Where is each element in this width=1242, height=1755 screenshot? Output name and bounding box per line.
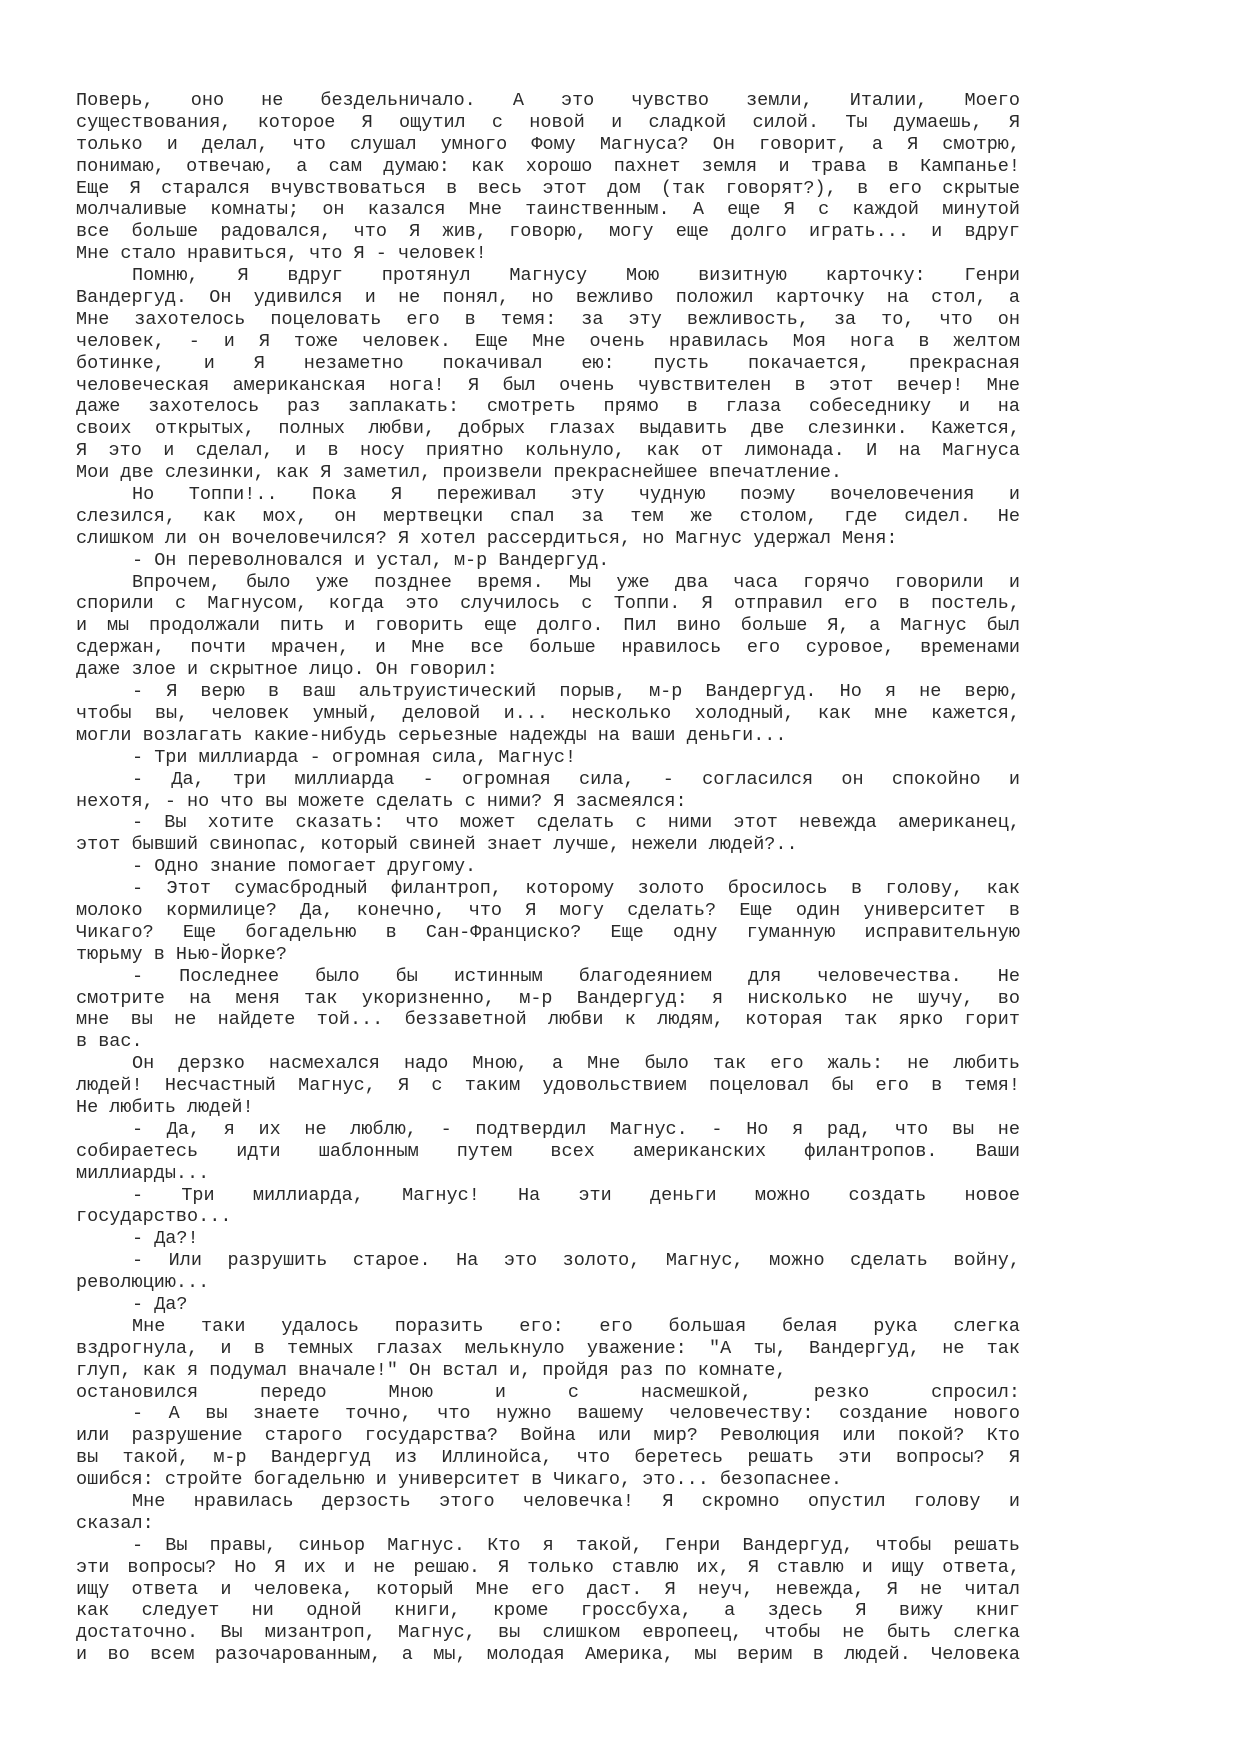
- text-line: - Да?: [132, 1293, 188, 1315]
- text-line: - Он переволновался и устал, м-р Вандергуд.: [132, 549, 610, 571]
- text-line: Вандергуд. Он удивился и не понял, но вежливо положил карточку на стол, а: [76, 287, 1020, 309]
- text-line: этот бывший свинопас, который свиней знает лучше, нежели людей?..: [76, 834, 798, 856]
- text-line: - Или разрушить старое. На это золото, Магнус, можно сделать войну,: [132, 1250, 1020, 1272]
- text-line: существования, которое Я ощутил с новой и сладкой силой. Ты думаешь, Я: [76, 111, 1020, 133]
- text-line: все больше радовался, что Я жив, говорю, могу еще долго играть... и вдруг: [76, 221, 1020, 243]
- text-line: и мы продолжали пить и говорить еще долго. Пил вино больше Я, а Магнус был: [76, 615, 1020, 637]
- text-line: - Три миллиарда - огромная сила, Магнус!: [132, 746, 577, 768]
- text-line: Но Топпи!.. Пока Я переживал эту чудную поэму вочеловечения и: [132, 484, 1020, 506]
- text-line: вы такой, м-р Вандергуд из Иллинойса, что беретесь решать эти вопросы? Я: [76, 1447, 1020, 1469]
- text-line: нехотя, - но что вы можете сделать с ними? Я засмеялся:: [76, 790, 687, 812]
- text-line: или разрушение старого государства? Война или мир? Революция или покой? Кто: [76, 1425, 1020, 1447]
- text-line: миллиарды...: [76, 1162, 210, 1184]
- text-line: даже захотелось раз заплакать: смотреть прямо в глаза собеседнику и на: [76, 396, 1020, 418]
- text-line: Чикаго? Еще богадельню в Сан-Франциско? Еще одну гуманную исправительную: [76, 921, 1020, 943]
- text-line: вздрогнула, и в темных глазах мелькнуло уважение: "А ты, Вандергуд, не так: [76, 1337, 1020, 1359]
- text-line: - Я верю в ваш альтруистический порыв, м-р Вандергуд. Но я не верю,: [132, 681, 1020, 703]
- text-line: тюрьму в Нью-Йорке?: [76, 943, 287, 965]
- text-line: глуп, как я подумал вначале!" Он встал и, пройдя раз по комнате,: [76, 1359, 787, 1381]
- text-line: Не любить людей!: [76, 1096, 254, 1118]
- text-line: сказал:: [76, 1512, 154, 1534]
- text-line: Впрочем, было уже позднее время. Мы уже два часа горячо говорили и: [132, 571, 1020, 593]
- text-line: молчаливые комнаты; он казался Мне таинственным. А еще Я с каждой минутой: [76, 199, 1020, 221]
- text-line: Мне нравилась дерзость этого человечка! Я скромно опустил голову и: [132, 1491, 1020, 1512]
- text-line: слезился, как мох, он мертвецки спал за тем же столом, где сидел. Не: [76, 505, 1020, 527]
- text-line: - Три миллиарда, Магнус! На эти деньги можно создать новое: [132, 1184, 1020, 1206]
- text-line: сдержан, почти мрачен, и Мне все больше нравилось его суровое, временами: [76, 637, 1020, 659]
- text-line: Мне стало нравиться, что Я - человек!: [76, 243, 487, 265]
- text-line: человеческая американская нога! Я был очень чувствителен в этот вечер! Мне: [76, 374, 1020, 396]
- text-line: Еще Я старался вчувствоваться в весь этот дом (так говорят?), в его скрытые: [76, 177, 1020, 199]
- text-line: смотрите на меня так укоризненно, м-р Вандергуд: я нисколько не шучу, во: [76, 987, 1020, 1009]
- text-line: - Да, я их не люблю, - подтвердил Магнус. - Но я рад, что вы не: [132, 1118, 1020, 1140]
- text-line: могли возлагать какие-нибудь серьезные надежды на ваши деньги...: [76, 724, 787, 746]
- text-line: только и делал, что слушал умного Фому Магнуса? Он говорит, а Я смотрю,: [76, 133, 1020, 155]
- text-line: даже злое и скрытное лицо. Он говорил:: [76, 659, 498, 681]
- text-line: - Да?!: [132, 1228, 199, 1250]
- text-line: мне вы не найдете той... беззаветной любви к людям, которая так ярко горит: [76, 1009, 1020, 1031]
- text-line: Он дерзко насмехался надо Мною, а Мне было так его жаль: не любить: [132, 1053, 1020, 1075]
- text-line: людей! Несчастный Магнус, Я с таким удовольствием поцеловал бы его в темя!: [76, 1075, 1020, 1097]
- text-line: - Этот сумасбродный филантроп, которому золото бросилось в голову, как: [132, 878, 1020, 900]
- text-line: Я это и сделал, и в носу приятно кольнуло, как от лимонада. И на Магнуса: [76, 440, 1020, 462]
- text-line: - Последнее было бы истинным благодеянием для человечества. Не: [132, 965, 1020, 987]
- text-line: остановился передо Мною и с насмешкой, резко спросил:: [76, 1381, 1020, 1403]
- text-line: как следует ни одной книги, кроме гроссбуха, а здесь Я вижу книг: [76, 1600, 1020, 1622]
- text-line: понимаю, отвечаю, а сам думаю: как хорошо пахнет земля и трава в Кампанье!: [76, 155, 1020, 177]
- text-line: - А вы знаете точно, что нужно вашему человечеству: создание нового: [132, 1403, 1020, 1425]
- text-line: революцию...: [76, 1272, 210, 1294]
- text-line: в вас.: [76, 1031, 143, 1053]
- text-line: ошибся: стройте богадельню и университет в Чикаго, это... безопаснее.: [76, 1469, 843, 1491]
- text-line: Мне таки удалось поразить его: его большая белая рука слегка: [132, 1315, 1020, 1337]
- text-line: ищу ответа и человека, который Мне его даст. Я неуч, невежда, Я не читал: [76, 1578, 1020, 1600]
- text-line: Мне захотелось поцеловать его в темя: за эту вежливость, за то, что он: [76, 308, 1020, 330]
- text-line: - Вы хотите сказать: что может сделать с ними этот невежда американец,: [132, 812, 1020, 834]
- text-line: - Вы правы, синьор Магнус. Кто я такой, Генри Вандергуд, чтобы решать: [132, 1534, 1020, 1556]
- text-line: собираетесь идти шаблонным путем всех американских филантропов. Ваши: [76, 1140, 1020, 1162]
- text-line: человек, - и Я тоже человек. Еще Мне очень нравилась Моя нога в желтом: [76, 330, 1020, 352]
- text-line: чтобы вы, человек умный, деловой и... несколько холодный, как мне кажется,: [76, 702, 1020, 724]
- text-line: молоко кормилице? Да, конечно, что Я могу сделать? Еще один университет в: [76, 899, 1020, 921]
- text-line: спорили с Магнусом, когда это случилось с Топпи. Я отправил его в постель,: [76, 593, 1020, 615]
- document-page: [76, 90, 1020, 1666]
- text-line: слишком ли он вочеловечился? Я хотел рассердиться, но Магнус удержал Меня:: [76, 527, 898, 549]
- text-line: - Да, три миллиарда - огромная сила, - согласился он спокойно и: [132, 768, 1020, 790]
- text-line: государство...: [76, 1206, 232, 1228]
- text-line: эти вопросы? Но Я их и не решаю. Я только ставлю их, Я ставлю и ищу ответа,: [76, 1556, 1020, 1578]
- text-line: Мои две слезинки, как Я заметил, произвели прекраснейшее впечатление.: [76, 462, 843, 484]
- text-line: Поверь, оно не бездельничало. А это чувство земли, Италии, Моего: [76, 90, 1020, 111]
- text-line: - Одно знание помогает другому.: [132, 856, 477, 878]
- text-line: Помню, Я вдруг протянул Магнусу Мою визитную карточку: Генри: [132, 265, 1020, 287]
- text-line: своих открытых, полных любви, добрых глазах выдавить две слезинки. Кажется,: [76, 418, 1020, 440]
- text-line: и во всем разочарованным, а мы, молодая Америка, мы верим в людей. Человека: [76, 1644, 1020, 1666]
- text-line: достаточно. Вы мизантроп, Магнус, вы слишком европеец, чтобы не быть слегка: [76, 1622, 1020, 1644]
- text-line: ботинке, и Я незаметно покачивал ею: пусть покачается, прекрасная: [76, 352, 1020, 374]
